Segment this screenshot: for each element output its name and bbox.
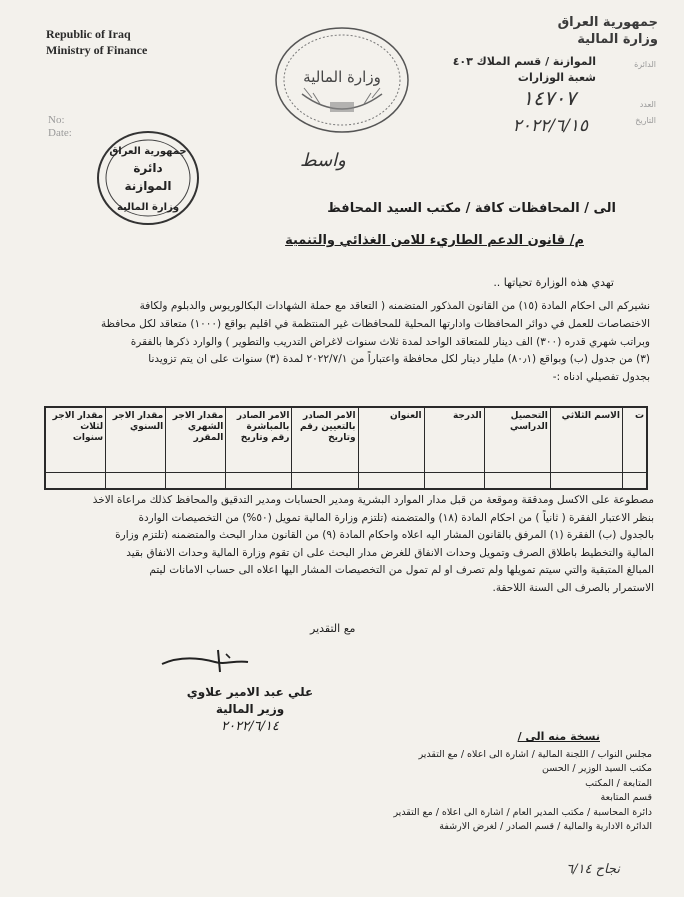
date-label-en: Date: [48,127,72,139]
stamp-line-3: الموازنة [124,179,172,193]
handwritten-number: ١٤٧٠٧ [522,86,576,110]
body-line: وبراتب شهري قدره (٣٠٠) الف دينار للمتعاقد الواحد لمدة ثلاث سنوات لاغراض التدريب والتطوير ) والوارد ذكرها بالفقرة [130,335,650,348]
table-header: الامر الصادر بالمباشرة رقم وتاريخ [226,408,292,473]
handwritten-reference: نجاح ٦/١٤ [566,862,620,877]
body-line: (٣) من جدول (ب) وبواقع (٨٠٫١) مليار دينار لكل محافظة واعتباراً من ٢٠٢٢/٧/١ لمدة (٣) سنوات على ان يتم تزويدنا [148,353,650,366]
stamp-line-4: وزارة المالية [116,202,180,213]
table-header: مقدار الاجر السنوي [106,408,166,473]
ministry-ar: وزارة المالية [577,32,658,47]
body-line: بنظر الاعتبار الفقرة ( ثانياً ) من احكام المادة (١٨) والمتضمنه (تلتزم وزارة المالية تمويل (٥٠%) من التخصيصات الواردة [138,511,654,524]
division-value: شعبة الوزارات [517,71,596,84]
body-line: المبالغ المتبقية والتي سيتم تمويلها ولم تصرف او لم تمول من التخصيصات المشار اليها اعلاه الى حساب الامانات ليتم [149,564,654,577]
list-item: مجلس النواب / اللجنة المالية / اشارة الى اعلاه / مع التقدير [418,749,652,760]
table-header: ت [622,408,646,473]
body-paragraph-1 [38,298,650,387]
list-item: مكتب السيد الوزير / الحسن [542,763,652,775]
copies-list [292,748,652,834]
handwritten-wasit: واسط [300,150,346,171]
table-header: التحصيل الدراسي [484,408,550,473]
body-paragraph-2 [36,492,654,598]
body-line: نشيركم الى احكام المادة (١٥) من القانون المذكور المتضمنه ( التعاقد مع حملة الشهادات البكالوريوس والدبلوم ولكافة [139,300,650,312]
closing: مع التقدير [310,622,356,635]
english-header [46,26,147,58]
addressee: الى / المحافظات كافة / مكتب السيد المحافظ [327,201,616,216]
body-line: الاختصاصات للعمل في دوائر المحافظات وادارتها المحلية للمحافظات غير المنتظمة في اقليم بواقع (١٠٠٠) متعاقد لكل محافظة [100,317,650,330]
signer-title: وزير المالية [215,702,285,716]
table-header: الاسم الثلاثي [550,408,622,473]
table-header: الامر الصادر بالتعيين رقم وتاريخ [292,408,358,473]
copies-title: نسخة منه الى / [517,730,600,743]
signer-block [152,684,348,735]
handwritten-date: ٢٠٢٢/٦/١٥ [512,116,588,136]
seal-center-text: وزارة المالية [303,68,381,86]
body-line: الاستمرار بالصرف الى السنة اللاحقة. [492,581,654,594]
number-label: العدد [639,100,656,109]
stamp-line-1: جمهورية العراق [109,146,187,157]
list-item: الدائرة الادارية والمالية / قسم الصادر / لغرض الارشفة [439,821,652,833]
table-header: مقدار الاجر لثلاث سنوات [46,408,106,473]
republic-ar: جمهورية العراق [557,15,658,30]
stamp-line-2: دائرة [133,161,163,175]
directorate-label: الدائرة [634,60,656,69]
signature-icon [160,646,250,676]
greeting: تهدي هذه الوزارة تحياتها .. [493,276,614,289]
no-date-labels [48,114,72,140]
no-label: No: [48,114,65,126]
directorate-block [453,54,596,86]
signer-date: ٢٠٢٢/٦/١٤ [221,719,279,734]
table-row [46,473,647,489]
ministry-seal-icon [272,24,412,136]
date-label-ar: التاريخ [635,116,656,125]
republic-en: Republic of Iraq [46,27,131,41]
budget-stamp-icon [94,128,202,228]
body-line: المالية والتخطيط باطلاق الصرف وتمويل وحدات الانفاق للغرض مدار البحث على ان تقوم وزارة المالية وحدات الانفاق بقيد [126,546,654,559]
body-line: بالجدول (ب) الفقرة (١) المرفق بالقانون المشار اليه اعلاه واحكام المادة (٩) من القانون مدار البحث والمتضمنه (تلتزم وزارة [115,529,654,542]
subject: م/ قانون الدعم الطاريء للامن الغذائي والتنمية [285,233,584,248]
body-line: بجدول تفصيلي ادناه :- [552,371,650,384]
directorate-value: الموازنة / قسم الملاك ٤٠٣ [452,55,596,68]
ministry-en: Ministry of Finance [46,43,148,57]
employee-table [44,406,648,490]
list-item: دائرة المحاسبة / مكتب المدير العام / اشارة الى اعلاه / مع التقدير [393,806,652,818]
table-header: الدرجة [424,408,484,473]
list-item: المتابعة / المكتب [585,777,652,789]
body-line: مصطوعة على الاكسل ومدققة وموقعة من قبل مدار الموارد البشرية ومدير الحسابات ومدير التدقيق والمحافظ كذلك مراعاة الاخذ [92,494,654,506]
signer-name: علي عبد الامير علاوي [186,685,314,699]
table-header: العنوان [358,408,424,473]
table-header: مقدار الاجر الشهري المقرر [166,408,226,473]
list-item: قسم المتابعة [600,792,652,804]
